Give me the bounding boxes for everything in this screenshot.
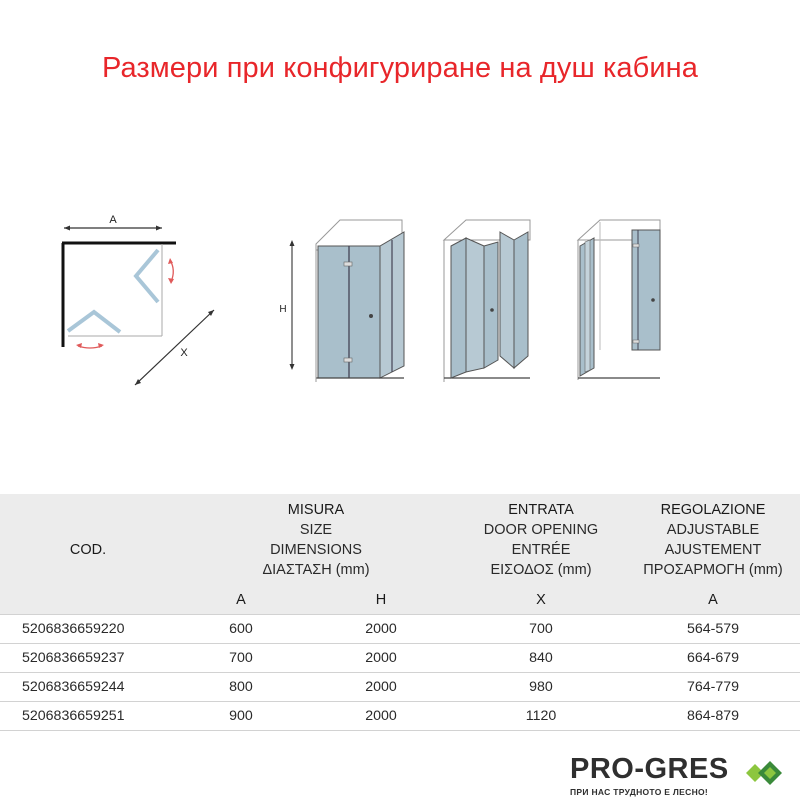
subheader-x: X (536, 592, 546, 608)
table-row (0, 673, 800, 702)
table-header-row (0, 494, 800, 586)
cell-h: 2000 (306, 673, 456, 702)
arrow-head-icon (76, 343, 82, 348)
swing-arrow-icon (78, 346, 102, 348)
label-a: A (109, 214, 117, 226)
header-adjust-line: ΠΡΟΣΑΡΜΟΓΗ (mm) (643, 562, 783, 578)
cabin-open-illustration (578, 220, 660, 380)
cell-adjust: 864-879 (626, 702, 800, 731)
header-adjust-line: REGOLAZIONE (660, 502, 766, 518)
cell-x: 1120 (456, 702, 626, 731)
table-row (0, 644, 800, 673)
logo-tagline: ПРИ НАС ТРУДНОТО Е ЛЕСНО! (570, 787, 709, 797)
arrow-head-icon (168, 278, 174, 284)
folding-door-front (68, 312, 120, 332)
cabin-folding-illustration (444, 220, 530, 382)
cell-a: 600 (176, 615, 306, 644)
header-cod: COD. (69, 542, 107, 558)
height-dimension (279, 240, 294, 370)
label-x: X (180, 347, 188, 359)
subheader-h: H (375, 592, 387, 608)
arrow-head-icon (64, 226, 70, 231)
cell-a: 900 (176, 702, 306, 731)
header-door-line: ENTRÉE (511, 542, 571, 558)
dimension-x-line (135, 310, 214, 385)
cell-x: 700 (456, 615, 626, 644)
logo-name: PRO-GRES (570, 753, 729, 785)
subheader-adjust-a: A (708, 592, 718, 608)
diagrams-svg (0, 200, 800, 400)
table-subheader-row (0, 586, 800, 615)
page-title: Размери при конфигуриране на душ кабина (101, 52, 699, 84)
cell-code: 5206836659244 (0, 673, 176, 702)
cell-h: 2000 (306, 615, 456, 644)
cell-adjust: 664-679 (626, 644, 800, 673)
header-door-opening-group (456, 494, 626, 586)
subheader-a: A (236, 592, 246, 608)
header-size-line: DIMENSIONS (270, 542, 362, 558)
label-h: H (279, 304, 287, 315)
table-row (0, 702, 800, 731)
header-adjust-line: AJUSTEMENT (664, 542, 762, 558)
header-size-line: SIZE (299, 522, 333, 538)
logo-diamond-icon (746, 758, 788, 788)
header-door-line: ENTRATA (508, 502, 574, 518)
cell-code: 5206836659237 (0, 644, 176, 673)
cell-a: 800 (176, 673, 306, 702)
cell-adjust: 764-779 (626, 673, 800, 702)
cabin-closed-illustration (316, 220, 404, 382)
folding-door-right (136, 250, 158, 302)
header-door-line: ΕΙΣΟΔΟΣ (mm) (490, 562, 592, 578)
header-adjust-line: ADJUSTABLE (666, 522, 760, 538)
arrow-head-icon (290, 240, 295, 246)
brand-logo (570, 752, 800, 800)
cell-x: 980 (456, 673, 626, 702)
header-size-group (176, 494, 456, 586)
header-adjustable-group (626, 494, 800, 586)
table-row (0, 615, 800, 644)
cell-h: 2000 (306, 644, 456, 673)
shower-diagrams (0, 200, 800, 400)
cell-x: 840 (456, 644, 626, 673)
arrow-head-icon (156, 226, 162, 231)
cell-a: 700 (176, 644, 306, 673)
subheader-empty (0, 586, 176, 615)
header-door-line: DOOR OPENING (483, 522, 599, 538)
cell-h: 2000 (306, 702, 456, 731)
header-size-line: ΔΙΑΣΤΑΣΗ (mm) (262, 562, 370, 578)
header-size-line: MISURA (287, 502, 345, 518)
cell-adjust: 564-579 (626, 615, 800, 644)
cell-code: 5206836659220 (0, 615, 176, 644)
cell-code: 5206836659251 (0, 702, 176, 731)
arrow-head-icon (290, 364, 295, 370)
arrow-head-icon (168, 258, 173, 264)
arrow-head-icon (98, 343, 104, 348)
dimensions-table (0, 494, 800, 731)
plan-view-diagram (62, 214, 214, 385)
